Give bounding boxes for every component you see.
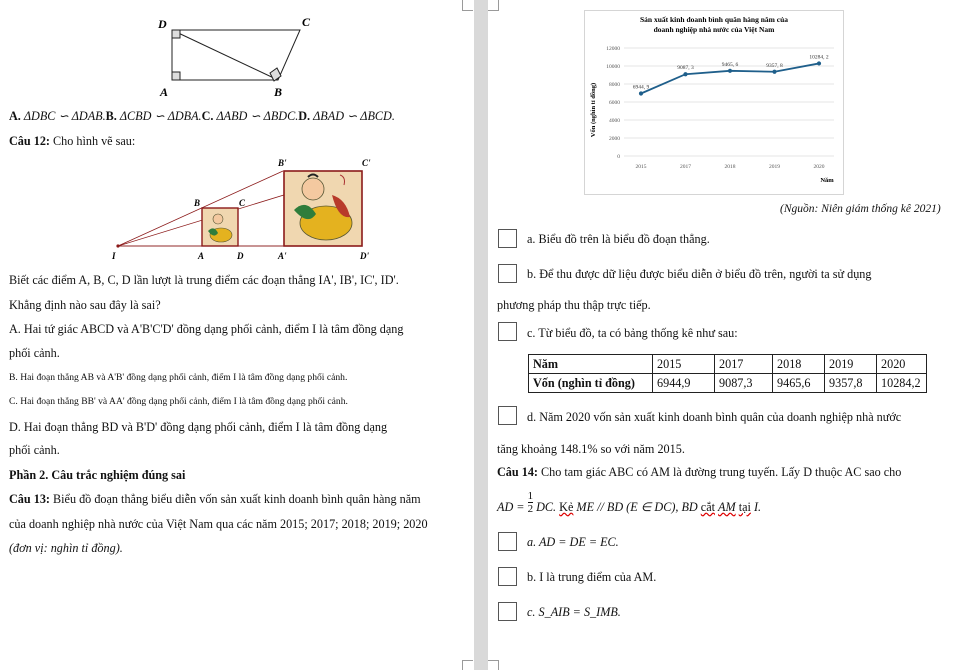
crop-mark xyxy=(462,0,473,11)
chart-source: (Nguồn: Niên giám thống kê 2021) xyxy=(780,203,941,215)
chart-data-label: 9465, 6 xyxy=(721,61,739,68)
q14-a-checkbox[interactable] xyxy=(498,532,517,551)
q14-b-checkbox[interactable] xyxy=(498,567,517,586)
chart-title-line1: Sản xuất kinh doanh bình quân hàng năm của xyxy=(640,15,788,24)
chart-data-point xyxy=(683,72,687,76)
q12-heading xyxy=(9,134,135,149)
crop-mark xyxy=(462,660,473,670)
q13-line2: của doanh nghiệp nhà nước của Việt Nam qua các năm 2015; 2017; 2018; 2019; 2020 xyxy=(9,517,428,531)
statement-a: a. Biểu đồ trên là biểu đồ đoạn thẳng. xyxy=(527,232,710,246)
fig12-label-C: C xyxy=(239,198,246,208)
q14-fraction xyxy=(528,490,534,515)
q12-label: Câu 12: xyxy=(9,134,50,148)
chart-x-tick-label: 2018 xyxy=(724,164,736,170)
chart-x-tick-label: 2015 xyxy=(635,164,647,170)
fig12-label-D: D xyxy=(237,251,244,261)
q11-option-B: B. xyxy=(105,109,117,123)
fig11-label-C: C xyxy=(302,15,311,29)
fig12-label-A: A xyxy=(198,251,205,261)
q11-option-A: A. xyxy=(9,109,21,123)
statement-d-line2: tăng khoảng 148.1% so với năm 2015. xyxy=(497,442,685,456)
table-header-cell: 2018 xyxy=(773,355,825,374)
table-cell: 9357,8 xyxy=(825,374,877,393)
q11-option-D: D. xyxy=(298,109,311,123)
statement-c: c. Từ biểu đồ, ta có bảng thống kê như sau: xyxy=(527,326,738,340)
statement-a-checkbox[interactable] xyxy=(498,229,517,248)
chart-data-point xyxy=(817,61,821,65)
page-gap xyxy=(474,0,488,670)
q12-option-A-line1: A. Hai tứ giác ABCD và A'B'C'D' đồng dạng phối cảnh, điểm I là tâm đồng dạng xyxy=(9,322,404,336)
q14-am: AM xyxy=(718,500,736,514)
q13-line1 xyxy=(9,492,421,507)
chart-y-tick-label: 2000 xyxy=(609,136,620,142)
table-cell: 10284,2 xyxy=(877,374,927,393)
fig12-label-A-prime: A' xyxy=(278,251,287,261)
chart-y-tick-label: 4000 xyxy=(609,118,620,124)
fig12-label-C-prime: C' xyxy=(362,158,371,168)
statistics-table xyxy=(528,354,927,393)
chart-y-tick-label: 6000 xyxy=(609,100,620,106)
q14-i: I. xyxy=(753,500,762,514)
table-cell: 9087,3 xyxy=(715,374,773,393)
q12-option-C: C. Hai đoạn thẳng BB' và AA' đồng dạng phối cảnh, điểm I là tâm đồng dạng phối cảnh. xyxy=(9,396,348,407)
figure-q11-quadrilateral xyxy=(150,10,320,100)
chart-y-axis-label: Vốn (nghìn tỉ đồng) xyxy=(590,82,597,138)
q12-question: Khẳng định nào sau đây là sai? xyxy=(9,298,161,312)
q12-option-D-line2: phối cảnh. xyxy=(9,443,60,457)
q14-me-bd: ME // BD (E ∈ DC), BD xyxy=(576,500,698,514)
q11-option-A-text: ΔDBC ∽ ΔDAB. xyxy=(23,109,106,123)
table-header-cell: 2015 xyxy=(653,355,715,374)
q14-ad: AD = xyxy=(497,500,525,514)
small-figure-head xyxy=(213,214,223,224)
chart-data-label: 9357, 8 xyxy=(766,62,783,69)
q14-frac-den: 2 xyxy=(527,503,534,515)
chart-data-point xyxy=(728,69,732,73)
chart-title-line2: doanh nghiệp nhà nước của Việt Nam xyxy=(653,25,775,34)
statement-b-line1: b. Để thu được dữ liệu được biểu diễn ở biểu đồ trên, người ta sử dụng xyxy=(527,267,872,281)
q12-option-B: B. Hai đoạn thẳng AB và A'B' đồng dạng phối cảnh, điểm I là tâm đồng dạng phối cảnh. xyxy=(9,372,348,383)
q12-option-D-line1: D. Hai đoạn thẳng BD và B'D' đồng dạng phối cảnh, điểm I là tâm đồng dạng xyxy=(9,420,388,434)
statement-b-line2: phương pháp thu thập trực tiếp. xyxy=(497,298,651,312)
chart-data-label: 10284, 2 xyxy=(809,54,829,61)
part2-heading: Phần 2. Câu trắc nghiệm đúng sai xyxy=(9,468,186,482)
fig12-label-B: B xyxy=(194,198,201,208)
figure-q12-homothety xyxy=(100,155,390,265)
statement-c-checkbox[interactable] xyxy=(498,322,517,341)
q14-tai: tại xyxy=(738,500,751,514)
q14-dc: DC. xyxy=(536,500,557,514)
chart-x-tick-label: 2017 xyxy=(680,164,691,170)
table-header-cell: 2019 xyxy=(825,355,877,374)
q11-option-D-text: ΔBAD ∽ ΔBCD. xyxy=(313,109,395,123)
q11-option-B-text: ΔCBD ∽ ΔDBA. xyxy=(119,109,202,123)
fig12-label-B-prime: B' xyxy=(278,158,287,168)
document-page-right xyxy=(488,0,966,670)
table-row xyxy=(529,374,927,393)
q13-label: Câu 13: xyxy=(9,492,50,506)
q14-frac-num: 1 xyxy=(527,490,534,502)
q14-statement-a: a. AD = DE = EC. xyxy=(527,535,619,549)
q11-option-C-text: ΔABD ∽ ΔBDC. xyxy=(216,109,299,123)
q12-given: Biết các điểm A, B, C, D lần lượt là trung điểm các đoạn thẳng IA', IB', IC', ID'. xyxy=(9,273,399,287)
chart-data-label: 9087, 3 xyxy=(677,65,694,72)
chart-data-point xyxy=(639,91,643,95)
statement-d-line1: d. Năm 2020 vốn sản xuất kinh doanh bình quân của doanh nghiệp nhà nước xyxy=(527,410,902,424)
document-page-left xyxy=(0,0,474,670)
table-cell: 9465,6 xyxy=(773,374,825,393)
table-header-cell: Năm xyxy=(529,355,653,374)
table-header-cell: 2017 xyxy=(715,355,773,374)
q13-text-line1: Biểu đồ đoạn thẳng biểu diễn vốn sản xuất kinh doanh bình quân hàng năm xyxy=(53,492,421,506)
q12-text: Cho hình vẽ sau: xyxy=(53,134,136,148)
fig11-label-D: D xyxy=(158,17,167,31)
crop-mark xyxy=(488,660,499,670)
q14-line2 xyxy=(497,490,761,522)
q14-cat: cắt xyxy=(700,500,715,514)
q14-c-checkbox[interactable] xyxy=(498,602,517,621)
fig12-label-I: I xyxy=(112,251,116,261)
chart-data-label: 6944, 9 xyxy=(632,84,650,91)
crop-mark xyxy=(488,0,499,11)
q13-unit: (đơn vị: nghìn tỉ đồng). xyxy=(9,541,123,555)
chart-x-axis-label: Năm xyxy=(820,177,834,184)
chart-y-tick-label: 12000 xyxy=(606,46,620,52)
q14-ke: Kẻ xyxy=(559,500,574,514)
fig11-label-B: B xyxy=(274,85,283,99)
q12-option-A-line2: phối cảnh. xyxy=(9,346,60,360)
chart-data-point xyxy=(772,70,776,74)
q14-statement-c: c. S_AIB = S_IMB. xyxy=(527,605,621,619)
table-header-cell: 2020 xyxy=(877,355,927,374)
table-cell: Vốn (nghìn tỉ đồng) xyxy=(529,374,653,393)
line-chart xyxy=(584,10,844,195)
statement-b-checkbox[interactable] xyxy=(498,264,517,283)
statement-d-checkbox[interactable] xyxy=(498,406,517,425)
chart-x-tick-label: 2019 xyxy=(769,164,780,170)
table-header-row xyxy=(529,355,927,374)
fig11-label-A: A xyxy=(160,85,169,99)
chart-y-tick-label: 8000 xyxy=(609,82,620,88)
fig12-label-D-prime: D' xyxy=(360,251,369,261)
q11-option-C: C. xyxy=(201,109,214,123)
large-figure-head xyxy=(302,178,324,200)
q14-label: Câu 14: xyxy=(497,465,538,479)
chart-y-tick-label: 0 xyxy=(617,154,620,160)
q11-options xyxy=(9,109,395,124)
chart-y-tick-label: 10000 xyxy=(606,64,620,70)
chart-x-tick-label: 2020 xyxy=(813,164,825,170)
table-cell: 6944,9 xyxy=(653,374,715,393)
q14-line1 xyxy=(497,465,901,480)
q14-text-line1: Cho tam giác ABC có AM là đường trung tuyến. Lấy D thuộc AC sao cho xyxy=(541,465,902,479)
q14-statement-b: b. I là trung điểm của AM. xyxy=(527,570,657,584)
